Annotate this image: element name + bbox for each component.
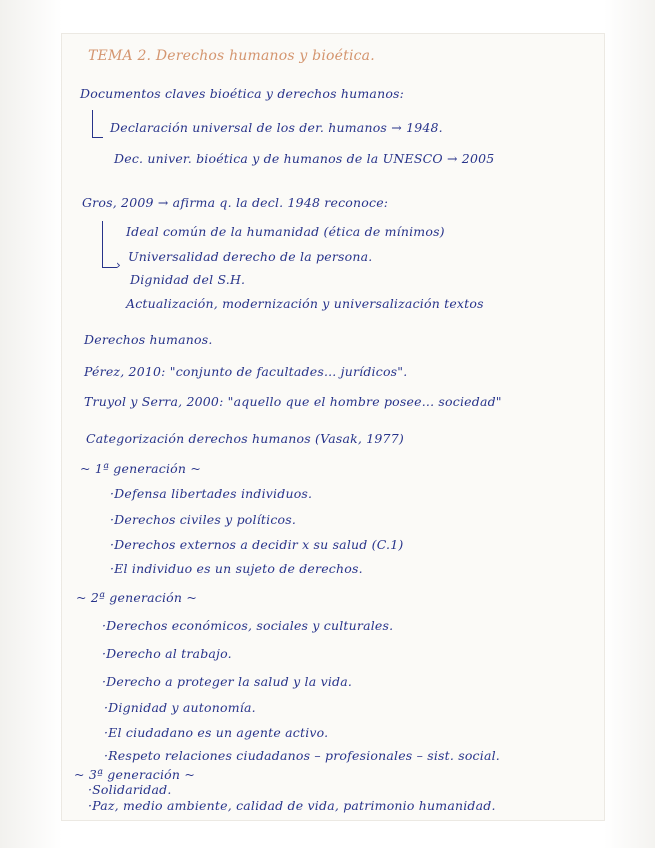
- generation-3-item-2: ·Paz, medio ambiente, calidad de vida, patrimonio humanidad.: [88, 798, 496, 813]
- generation-2-item-4: ·Dignidad y autonomía.: [104, 700, 256, 715]
- gros-item-3: Dignidad del S.H.: [130, 272, 246, 287]
- generation-3-heading: ~ 3ª generación ~: [74, 767, 196, 782]
- generation-2-item-1: ·Derechos económicos, sociales y culturales.: [102, 618, 394, 633]
- gros-item-4: Actualización, modernización y universalización textos: [126, 296, 484, 311]
- scan-left-margin: [0, 0, 62, 848]
- generation-2-item-2: ·Derecho al trabajo.: [102, 646, 232, 661]
- truyol-quote: Truyol y Serra, 2000: "aquello que el hombre posee... sociedad": [84, 394, 502, 409]
- documents-bracket: [92, 110, 103, 138]
- scan-right-margin: [604, 0, 655, 848]
- perez-quote: Pérez, 2010: "conjunto de facultades... jurídicos".: [84, 364, 408, 379]
- gros-line: Gros, 2009 → afirma q. la decl. 1948 reconoce:: [82, 195, 389, 210]
- page-title: TEMA 2. Derechos humanos y bioética.: [88, 48, 375, 64]
- gros-arrow-icon: ›: [116, 258, 121, 272]
- documents-item-1: Declaración universal de los der. humanos → 1948.: [110, 120, 443, 135]
- gros-item-1: Ideal común de la humanidad (ética de mínimos): [126, 224, 445, 239]
- generation-2-item-5: ·El ciudadano es un agente activo.: [104, 725, 329, 740]
- notebook-page: [62, 34, 604, 820]
- generation-2-heading: ~ 2ª generación ~: [76, 590, 198, 605]
- generation-3-item-1: ·Solidaridad.: [88, 782, 172, 797]
- generation-1-item-3: ·Derechos externos a decidir x su salud (C.1): [110, 537, 404, 552]
- generation-1-item-4: ·El individuo es un sujeto de derechos.: [110, 561, 363, 576]
- generation-2-item-3: ·Derecho a proteger la salud y la vida.: [102, 674, 353, 689]
- categorization-heading: Categorización derechos humanos (Vasak, 1977): [86, 431, 404, 446]
- documents-heading: Documentos claves bioética y derechos humanos:: [80, 86, 405, 101]
- generation-2-item-6: ·Respeto relaciones ciudadanos – profesionales – sist. social.: [104, 748, 500, 763]
- documents-item-2: Dec. univer. bioética y de humanos de la UNESCO → 2005: [114, 151, 495, 166]
- generation-1-heading: ~ 1ª generación ~: [80, 461, 202, 476]
- generation-1-item-1: ·Defensa libertades individuos.: [110, 486, 313, 501]
- gros-item-2: Universalidad derecho de la persona.: [128, 249, 373, 264]
- human-rights-heading: Derechos humanos.: [84, 332, 213, 347]
- gros-bracket: [102, 221, 117, 268]
- generation-1-item-2: ·Derechos civiles y políticos.: [110, 512, 297, 527]
